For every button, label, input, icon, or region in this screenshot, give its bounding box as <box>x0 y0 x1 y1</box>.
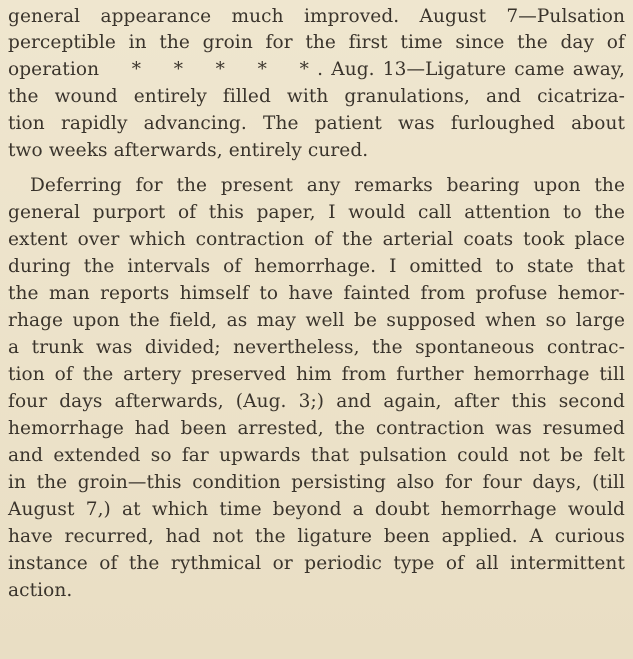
text-line: action. <box>8 580 73 601</box>
text-line: general appearance much improved. August 7—Pulsation <box>8 6 625 27</box>
text-line: rhage upon the field, as may well be supposed when so large <box>8 310 625 331</box>
text-line: general purport of this paper, I would call attention to the <box>8 202 625 223</box>
text-line: a trunk was divided; nevertheless, the spontaneous contrac- <box>8 337 625 358</box>
text-line: and extended so far upwards that pulsation could not be felt <box>8 445 625 466</box>
text-line: in the groin—this condition persisting also for four days, (till <box>8 472 625 493</box>
text-line: the man reports himself to have fainted from profuse hemor- <box>8 283 625 304</box>
text-line: tion rapidly advancing. The patient was furloughed about <box>8 113 625 134</box>
text-line: perceptible in the groin for the first time since the day of <box>8 32 625 53</box>
text-line: hemorrhage had been arrested, the contraction was resumed <box>8 418 625 439</box>
text-line: have recurred, had not the ligature been applied. A curious <box>8 526 625 547</box>
text-line: operation * * * * * . Aug. 13—Ligature came away, <box>8 59 625 80</box>
text-line: four days afterwards, (Aug. 3;) and again, after this second <box>8 391 625 412</box>
text-line: instance of the rythmical or periodic type of all intermittent <box>8 553 625 574</box>
text-line: during the intervals of hemorrhage. I omitted to state that <box>8 256 625 277</box>
text-line: extent over which contraction of the arterial coats took place <box>8 229 625 250</box>
text-line: two weeks afterwards, entirely cured. <box>8 140 369 161</box>
text-line: the wound entirely filled with granulations, and cicatriza- <box>8 86 625 107</box>
text-line: Deferring for the present any remarks bearing upon the <box>30 175 625 196</box>
text-line: August 7,) at which time beyond a doubt hemorrhage would <box>8 499 625 520</box>
text-line: tion of the artery preserved him from further hemorrhage till <box>8 364 625 385</box>
